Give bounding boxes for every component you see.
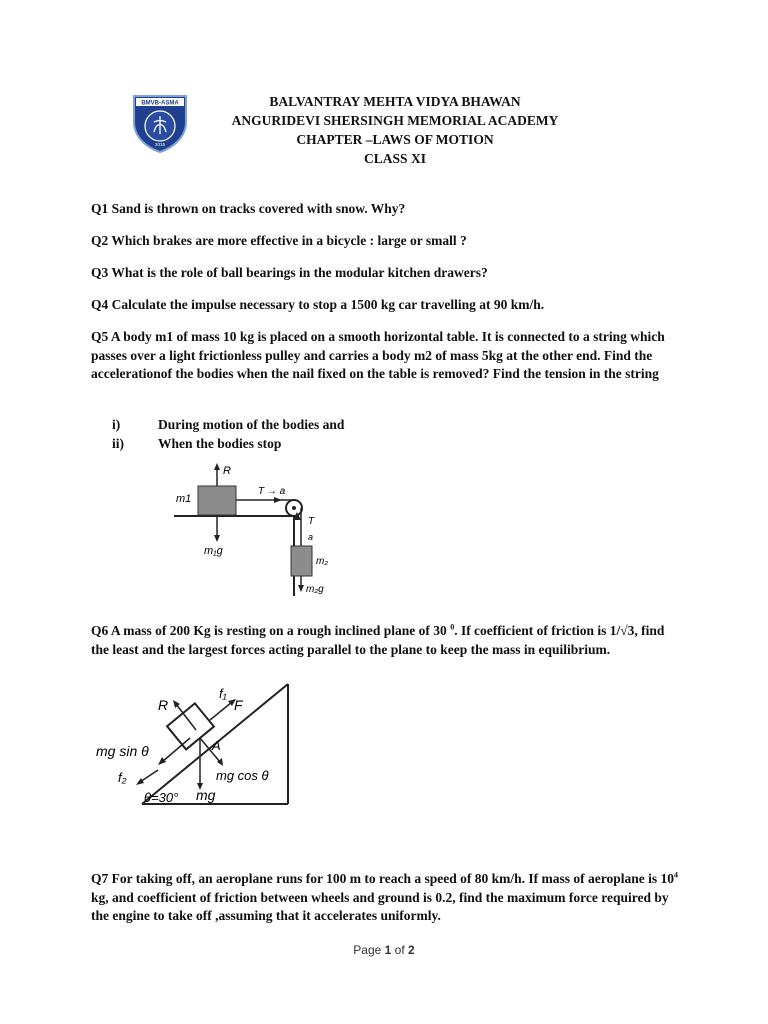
label-mg-sin: mg sin θ <box>96 743 149 759</box>
question-1: Q1 Sand is thrown on tracks covered with snow. Why? <box>91 201 406 216</box>
page-word: Page <box>353 943 382 957</box>
label-T: T <box>308 516 315 527</box>
question-6-part-b: . If coefficient of friction is 1/√3, find the least and the largest forces acting parallel to the plane to keep the mass in equilibrium. <box>91 623 665 657</box>
question-6 <box>91 622 685 659</box>
label-A: A <box>212 738 221 753</box>
label-f2: f₂ <box>118 770 127 785</box>
question-3: Q3 What is the role of ball bearings in the modular kitchen drawers? <box>91 265 488 280</box>
sub-text: During motion of the bodies and <box>158 417 345 432</box>
question-2: Q2 Which brakes are more effective in a bicycle : large or small ? <box>91 233 467 248</box>
document-header <box>200 92 590 168</box>
sub-number: i) <box>112 417 121 432</box>
label-m1: m1 <box>176 493 192 505</box>
label-T-a: T → a <box>258 486 286 497</box>
academy-name: ANGURIDEVI SHERSINGH MEMORIAL ACADEMY <box>231 113 559 128</box>
logo-text: BMVB-ASMA <box>141 100 179 107</box>
pulley-diagram <box>170 458 350 598</box>
label-F: F <box>234 697 243 713</box>
label-R: R <box>158 697 169 713</box>
label-f1: f₁ <box>219 686 227 701</box>
class-label: CLASS XI <box>364 151 426 166</box>
logo-year: 2015 <box>154 142 166 147</box>
question-4: Q4 Calculate the impulse necessary to stop a 1500 kg car travelling at 90 km/h. <box>91 297 545 312</box>
of-word: of <box>394 943 405 957</box>
sub-text: When the bodies stop <box>158 436 282 451</box>
label-theta: θ=30° <box>144 790 179 805</box>
sub-number: ii) <box>112 436 124 451</box>
chapter-title: CHAPTER –LAWS OF MOTION <box>296 132 494 147</box>
label-m2g: m₂g <box>306 584 324 595</box>
page-footer <box>0 943 768 957</box>
question-7 <box>91 870 685 926</box>
question-5-sub-ii <box>112 434 281 453</box>
question-7-part-a: Q7 For taking off, an aeroplane runs for 100 m to reach a speed of 80 km/h. If mass of aeroplane is 10 <box>91 871 675 886</box>
power-superscript: 4 <box>674 870 679 880</box>
label-mg: mg <box>196 787 216 803</box>
label-m1g: m₁g <box>204 545 223 557</box>
label-a: a <box>308 532 314 542</box>
label-R: R <box>223 465 231 477</box>
question-6-part-a: Q6 A mass of 200 Kg is resting on a rough inclined plane of 30 <box>91 623 451 638</box>
school-name: BALVANTRAY MEHTA VIDYA BHAWAN <box>269 94 521 109</box>
question-5: Q5 A body m1 of mass 10 kg is placed on a smooth horizontal table. It is connected to a string which passes over a light frictionless pulley and carries a body m2 of mass 5kg at the other end. Find the accelerationof the bodies when the nail fixed on the table is removed? Find the tension in the string <box>91 329 665 381</box>
degree-superscript: 0 <box>450 622 455 632</box>
total-pages: 2 <box>408 943 415 957</box>
question-5-sub-i <box>112 415 344 434</box>
question-7-part-b: kg, and coefficient of friction between wheels and ground is 0.2, find the maximum force required by the engine to take off ,assuming that it accelerates uniformly. <box>91 889 669 923</box>
current-page-number: 1 <box>384 943 392 957</box>
school-logo <box>130 92 190 154</box>
label-mg-cos: mg cos θ <box>216 768 269 783</box>
label-m2: m₂ <box>316 556 329 567</box>
inclined-plane-diagram <box>92 672 302 812</box>
